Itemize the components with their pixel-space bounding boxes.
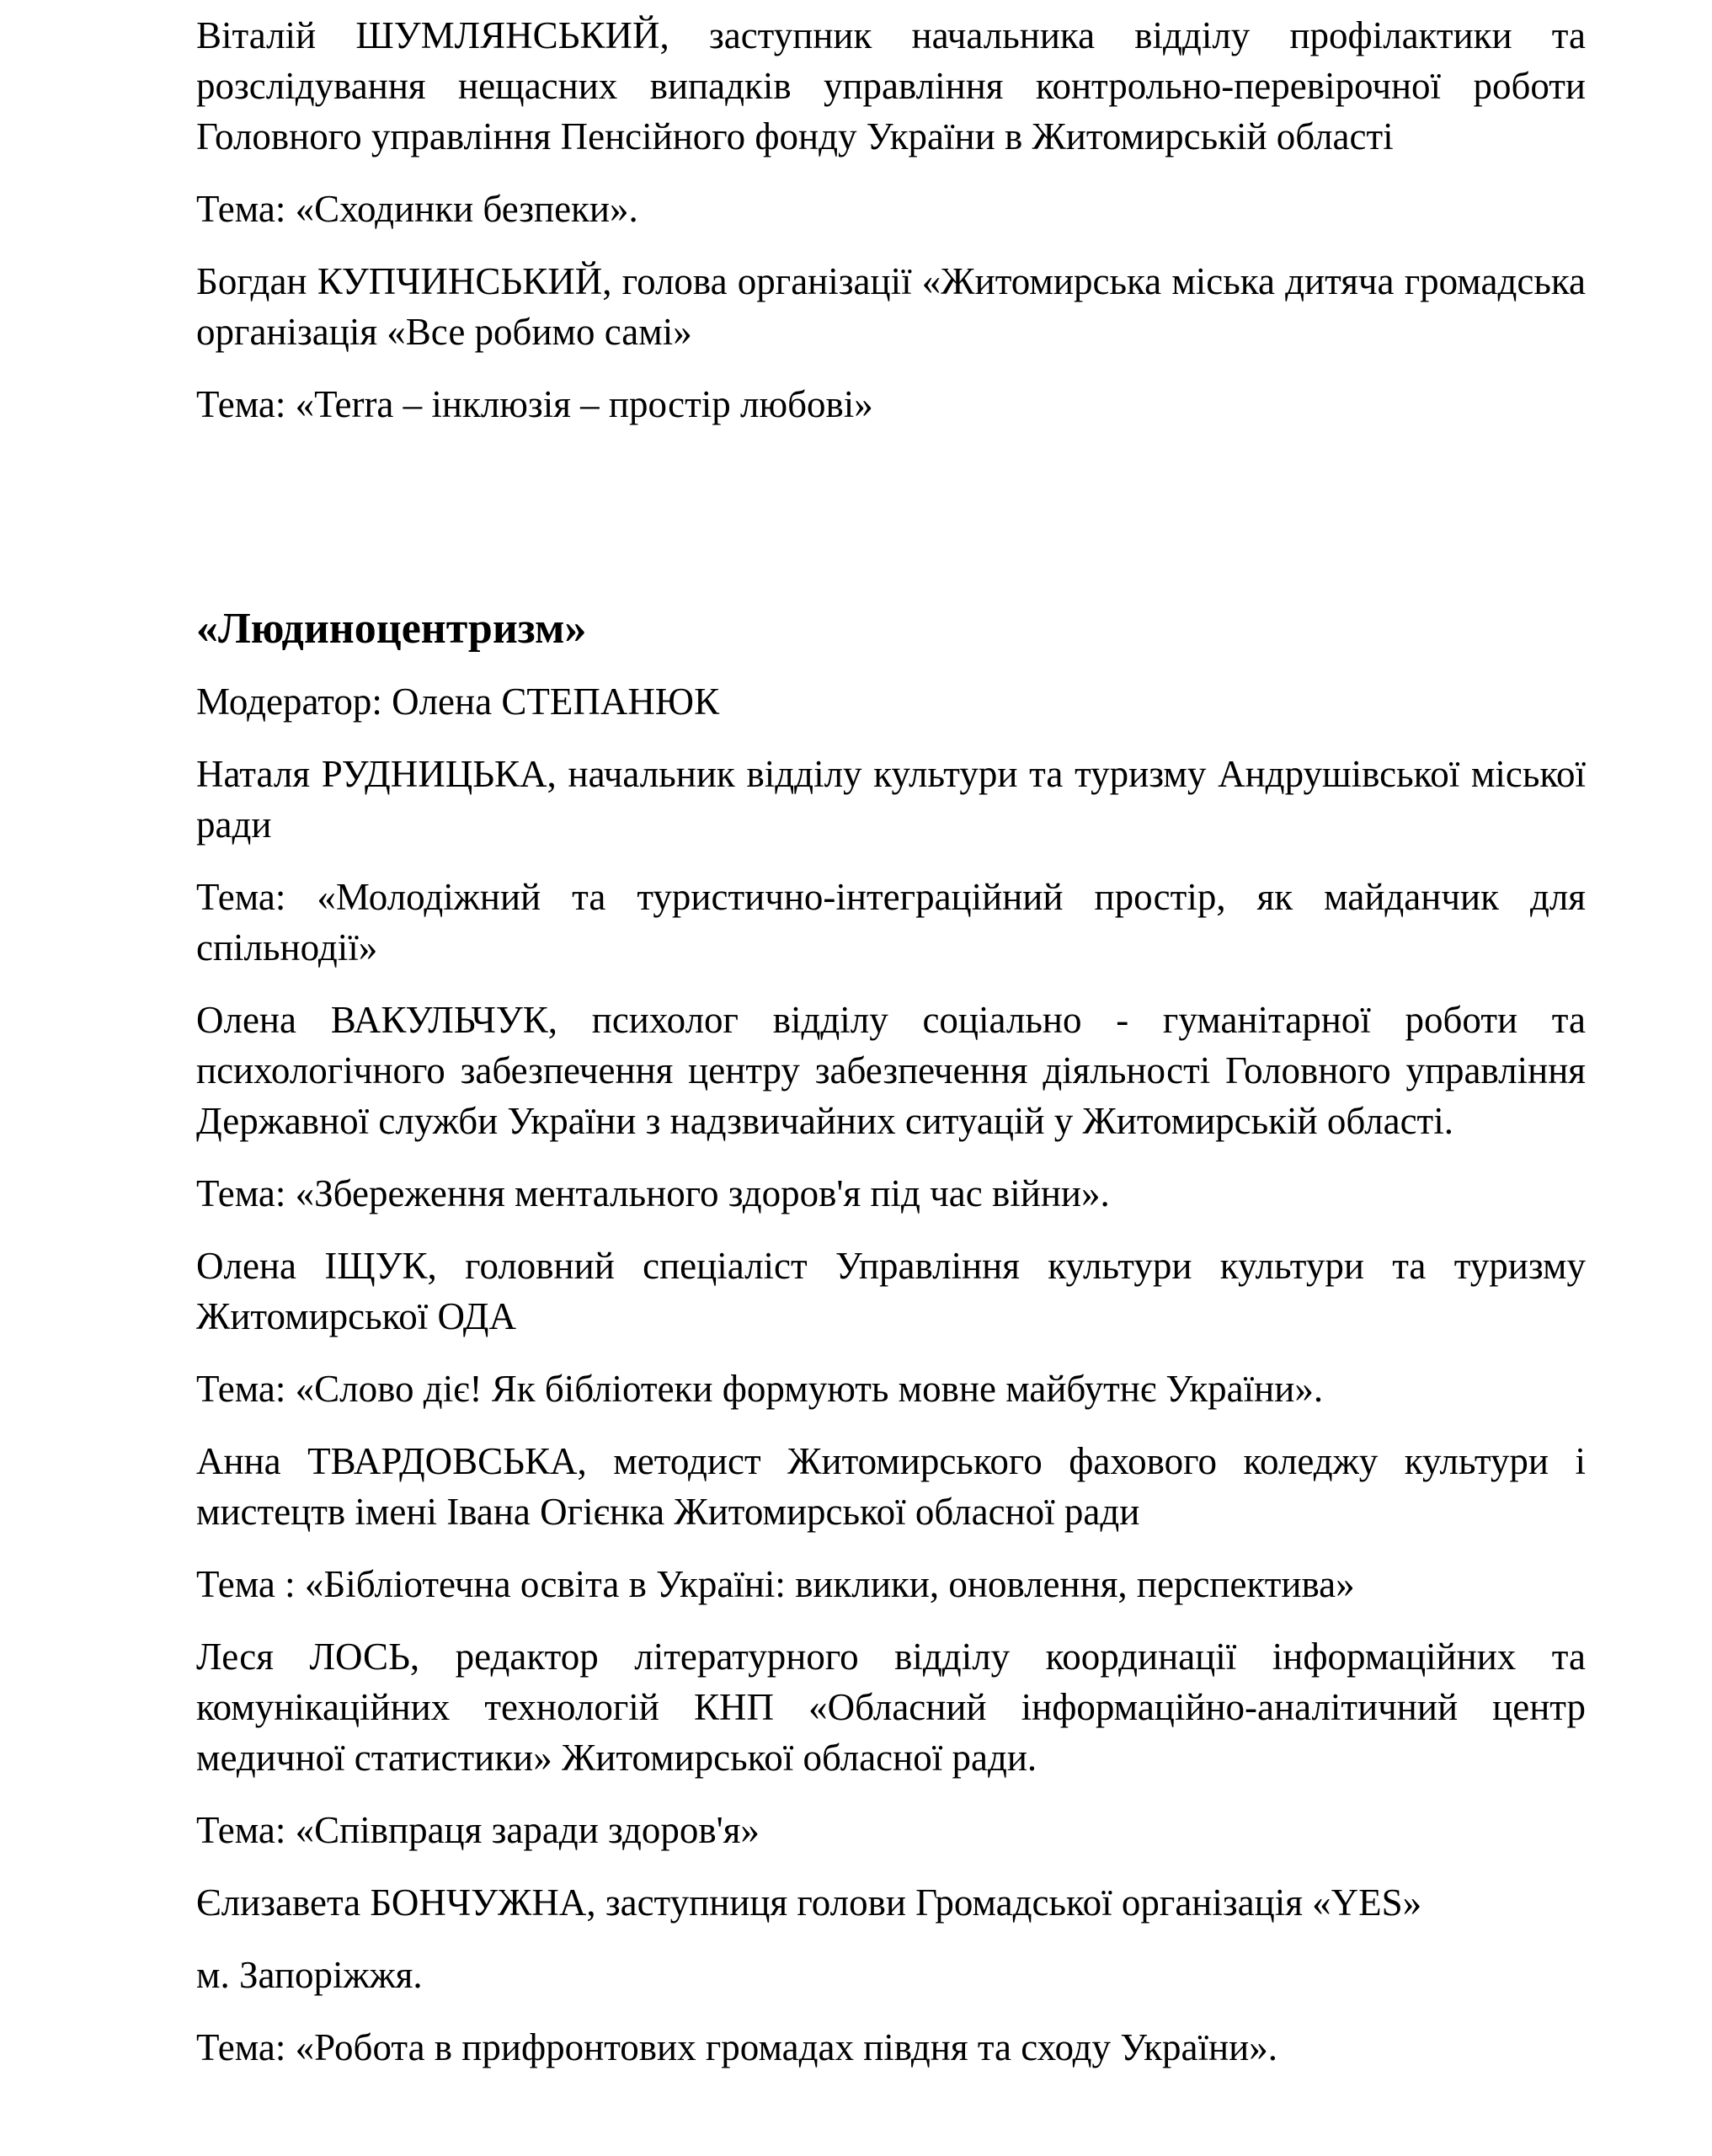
speaker-paragraph: Анна ТВАРДОВСЬКА, методист Житомирського фахового коледжу культури і мистецтв імені Івана Огієнка Житомирської обласної ради: [196, 1440, 1586, 1533]
city-line: м. Запоріжжя.: [196, 1954, 423, 1996]
topic-line: Тема: «Робота в прифронтових громадах півдня та сходу України».: [196, 2026, 1277, 2068]
topic-line: Тема: «Молодіжний та туристично-інтеграційний простір, як майданчик для спільнодії»: [196, 876, 1586, 969]
speaker-paragraph: Леся ЛОСЬ, редактор літературного відділу координації інформаційних та комунікаційних технологій КНП «Обласний інформаційно-аналітичний центр медичної статистики» Житомирської обласної ради.: [196, 1636, 1586, 1779]
speaker-paragraph: Єлизавета БОНЧУЖНА, заступниця голови Громадської організація «YES»: [196, 1881, 1422, 1924]
topic-line: Тема: «Слово діє! Як бібліотеки формують мовне майбутнє України».: [196, 1368, 1324, 1410]
speaker-paragraph: Віталій ШУМЛЯНСЬКИЙ, заступник начальника відділу профілактики та розслідування нещасних випадків управління контрольно-перевірочної роботи Головного управління Пенсійного фонду України в Житомирській області: [196, 14, 1586, 157]
topic-line: Тема: «Збереження ментального здоров'я під час війни».: [196, 1172, 1110, 1214]
speaker-paragraph: Наталя РУДНИЦЬКА, начальник відділу культури та туризму Андрушівської міської ради: [196, 753, 1586, 846]
speaker-paragraph: Богдан КУПЧИНСЬКИЙ, голова організації «Житомирська міська дитяча громадська організація «Все робимо самі»: [196, 260, 1586, 353]
topic-line: Тема: «Terra – інклюзія – простір любові»: [196, 383, 873, 425]
section-heading: «Людиноцентризм»: [196, 605, 587, 653]
topic-line: Тема : «Бібліотечна освіта в Україні: виклики, оновлення, перспектива»: [196, 1563, 1355, 1605]
topic-line: Тема: «Співпраця заради здоров'я»: [196, 1809, 760, 1851]
speaker-paragraph: Олена ВАКУЛЬЧУК, психолог відділу соціально - гуманітарної роботи та психологічного забезпечення центру забезпечення діяльності Головного управління Державної служби України з надзвичайних ситуацій у Житомирській області.: [196, 999, 1586, 1142]
topic-line: Тема: «Сходинки безпеки».: [196, 188, 638, 230]
section-gap: [196, 451, 1586, 604]
moderator-line: Модератор: Олена СТЕПАНЮК: [196, 680, 720, 723]
speaker-paragraph: Олена ІЩУК, головний спеціаліст Управління культури культури та туризму Житомирської ОДА: [196, 1245, 1586, 1337]
